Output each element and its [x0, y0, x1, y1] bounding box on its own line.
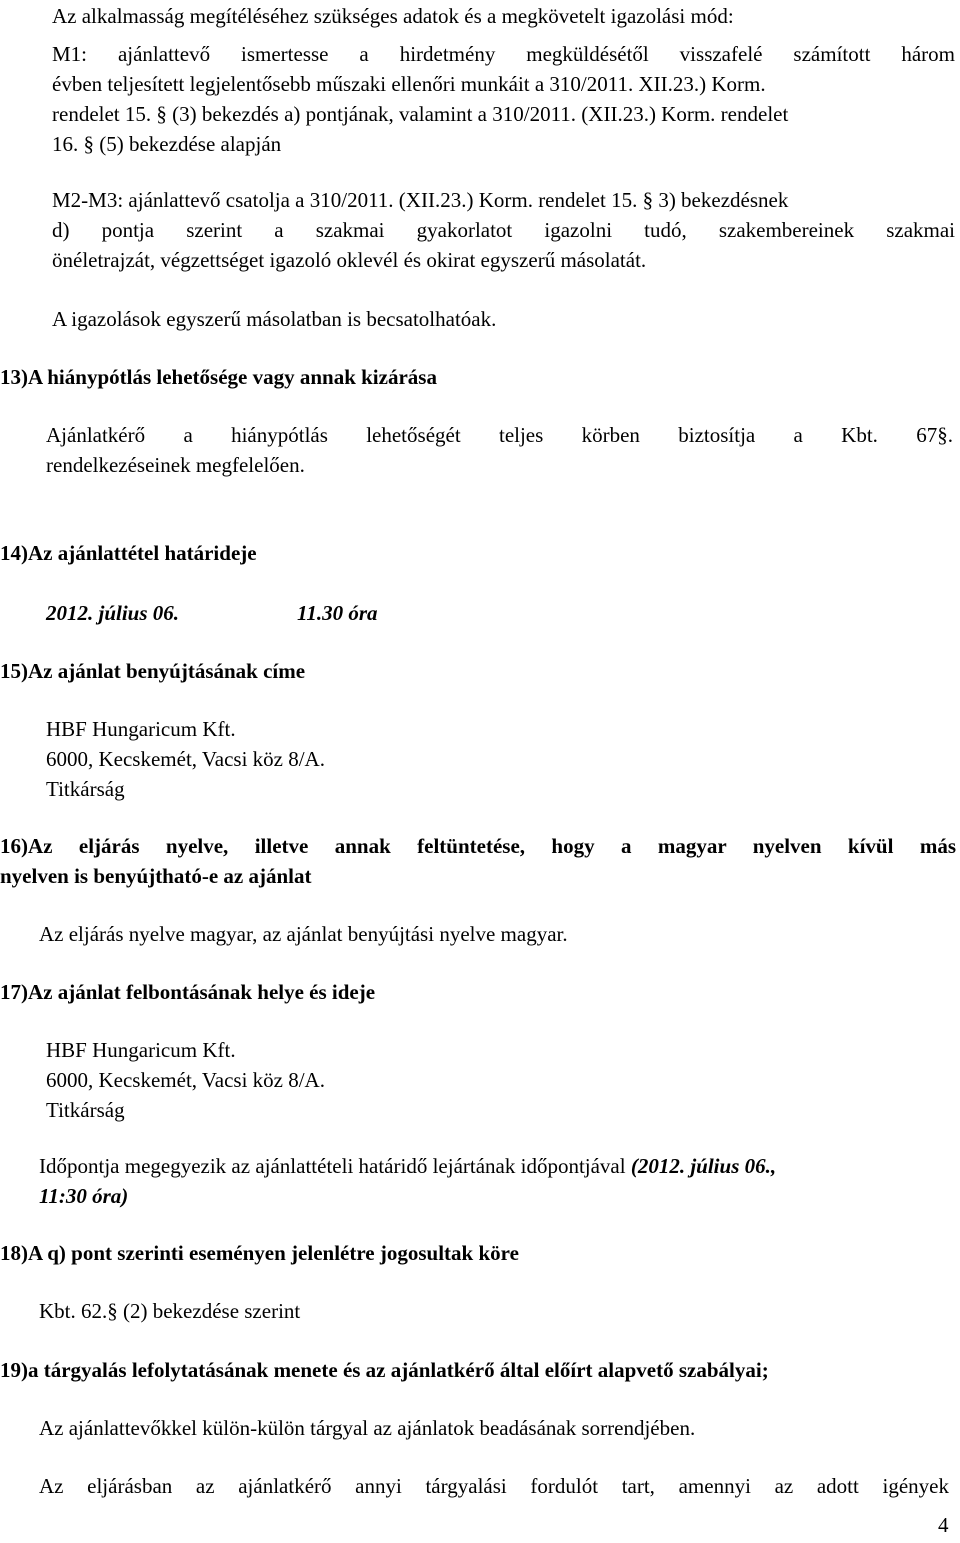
m2m3-line2: d) pontja szerint a szakmai gyakorlatot igazolni tudó, szakembereinek szakmai	[52, 218, 955, 242]
section-14-heading: 14)Az ajánlattétel határideje	[0, 541, 257, 565]
section-16-text: Az eljárás nyelve magyar, az ajánlat benyújtási nyelve magyar.	[39, 922, 568, 946]
address-line: HBF Hungaricum Kft.	[46, 1038, 236, 1062]
m1-line4: 16. § (5) bekezdése alapján	[52, 132, 282, 156]
intro-heading: Az alkalmasság megítéléséhez szükséges adatok és a megkövetelt igazolási mód:	[52, 4, 734, 28]
section-13-line1: Ajánlatkérő a hiánypótlás lehetőségét teljes körben biztosítja a Kbt. 67§.	[46, 423, 953, 447]
deadline-time: 11.30 óra	[297, 601, 378, 625]
opening-time-line1	[39, 1153, 776, 1179]
m1-line3: rendelet 15. § (3) bekezdés a) pontjának, valamint a 310/2011. (XII.23.) Korm. rendelet	[52, 102, 789, 126]
m1-line1: M1: ajánlattevő ismertesse a hirdetmény megküldésétől visszafelé számított három	[52, 42, 955, 66]
address-line: 6000, Kecskemét, Vacsi köz 8/A.	[46, 1068, 325, 1092]
section-17-heading: 17)Az ajánlat felbontásának helye és ideje	[0, 980, 376, 1004]
address-line: Titkárság	[46, 777, 125, 801]
address-line: 6000, Kecskemét, Vacsi köz 8/A.	[46, 747, 325, 771]
section-19-heading: 19)a tárgyalás lefolytatásának menete és az ajánlatkérő által előírt alapvető szabályai;	[0, 1358, 769, 1382]
section-19-text1: Az ajánlattevőkkel külön-külön tárgyal az ajánlatok beadásának sorrendjében.	[39, 1416, 696, 1440]
section-13-heading: 13)A hiánypótlás lehetősége vagy annak kizárása	[0, 365, 437, 389]
opening-time-date: (2012. július 06.,	[630, 1154, 777, 1178]
section-19-text2: Az eljárásban az ajánlatkérő annyi tárgyalási fordulót tart, amennyi az adott igények	[39, 1474, 949, 1498]
section-18-heading: 18)A q) pont szerinti eseményen jelenlétre jogosultak köre	[0, 1241, 519, 1265]
opening-time-line2: 11:30 óra)	[39, 1184, 129, 1208]
m2m3-line3: önéletrajzát, végzettséget igazoló oklevél és okirat egyszerű másolatát.	[52, 248, 647, 272]
copies-note: A igazolások egyszerű másolatban is becsatolhatóak.	[52, 307, 497, 331]
section-16-heading-line2: nyelven is benyújtható-e az ajánlat	[0, 864, 312, 888]
opening-time-text: Időpontja megegyezik az ajánlattételi határidő lejártának időpontjával	[39, 1154, 631, 1178]
section-16-heading-line1: 16)Az eljárás nyelve, illetve annak feltüntetése, hogy a magyar nyelven kívül más	[0, 834, 956, 858]
section-18-text: Kbt. 62.§ (2) bekezdése szerint	[39, 1299, 301, 1323]
section-13-line2: rendelkezéseinek megfelelően.	[46, 453, 305, 477]
m1-line2: évben teljesített legjelentősebb műszaki ellenőri munkáit a 310/2011. XII.23.) Korm.	[52, 72, 766, 96]
address-line: Titkárság	[46, 1098, 125, 1122]
address-line: HBF Hungaricum Kft.	[46, 717, 236, 741]
m2m3-line1: M2-M3: ajánlattevő csatolja a 310/2011. (XII.23.) Korm. rendelet 15. § 3) bekezdésnek	[52, 188, 789, 212]
page-number: 4	[938, 1513, 949, 1537]
section-15-heading: 15)Az ajánlat benyújtásának címe	[0, 659, 306, 683]
deadline-date: 2012. július 06.	[46, 601, 180, 625]
